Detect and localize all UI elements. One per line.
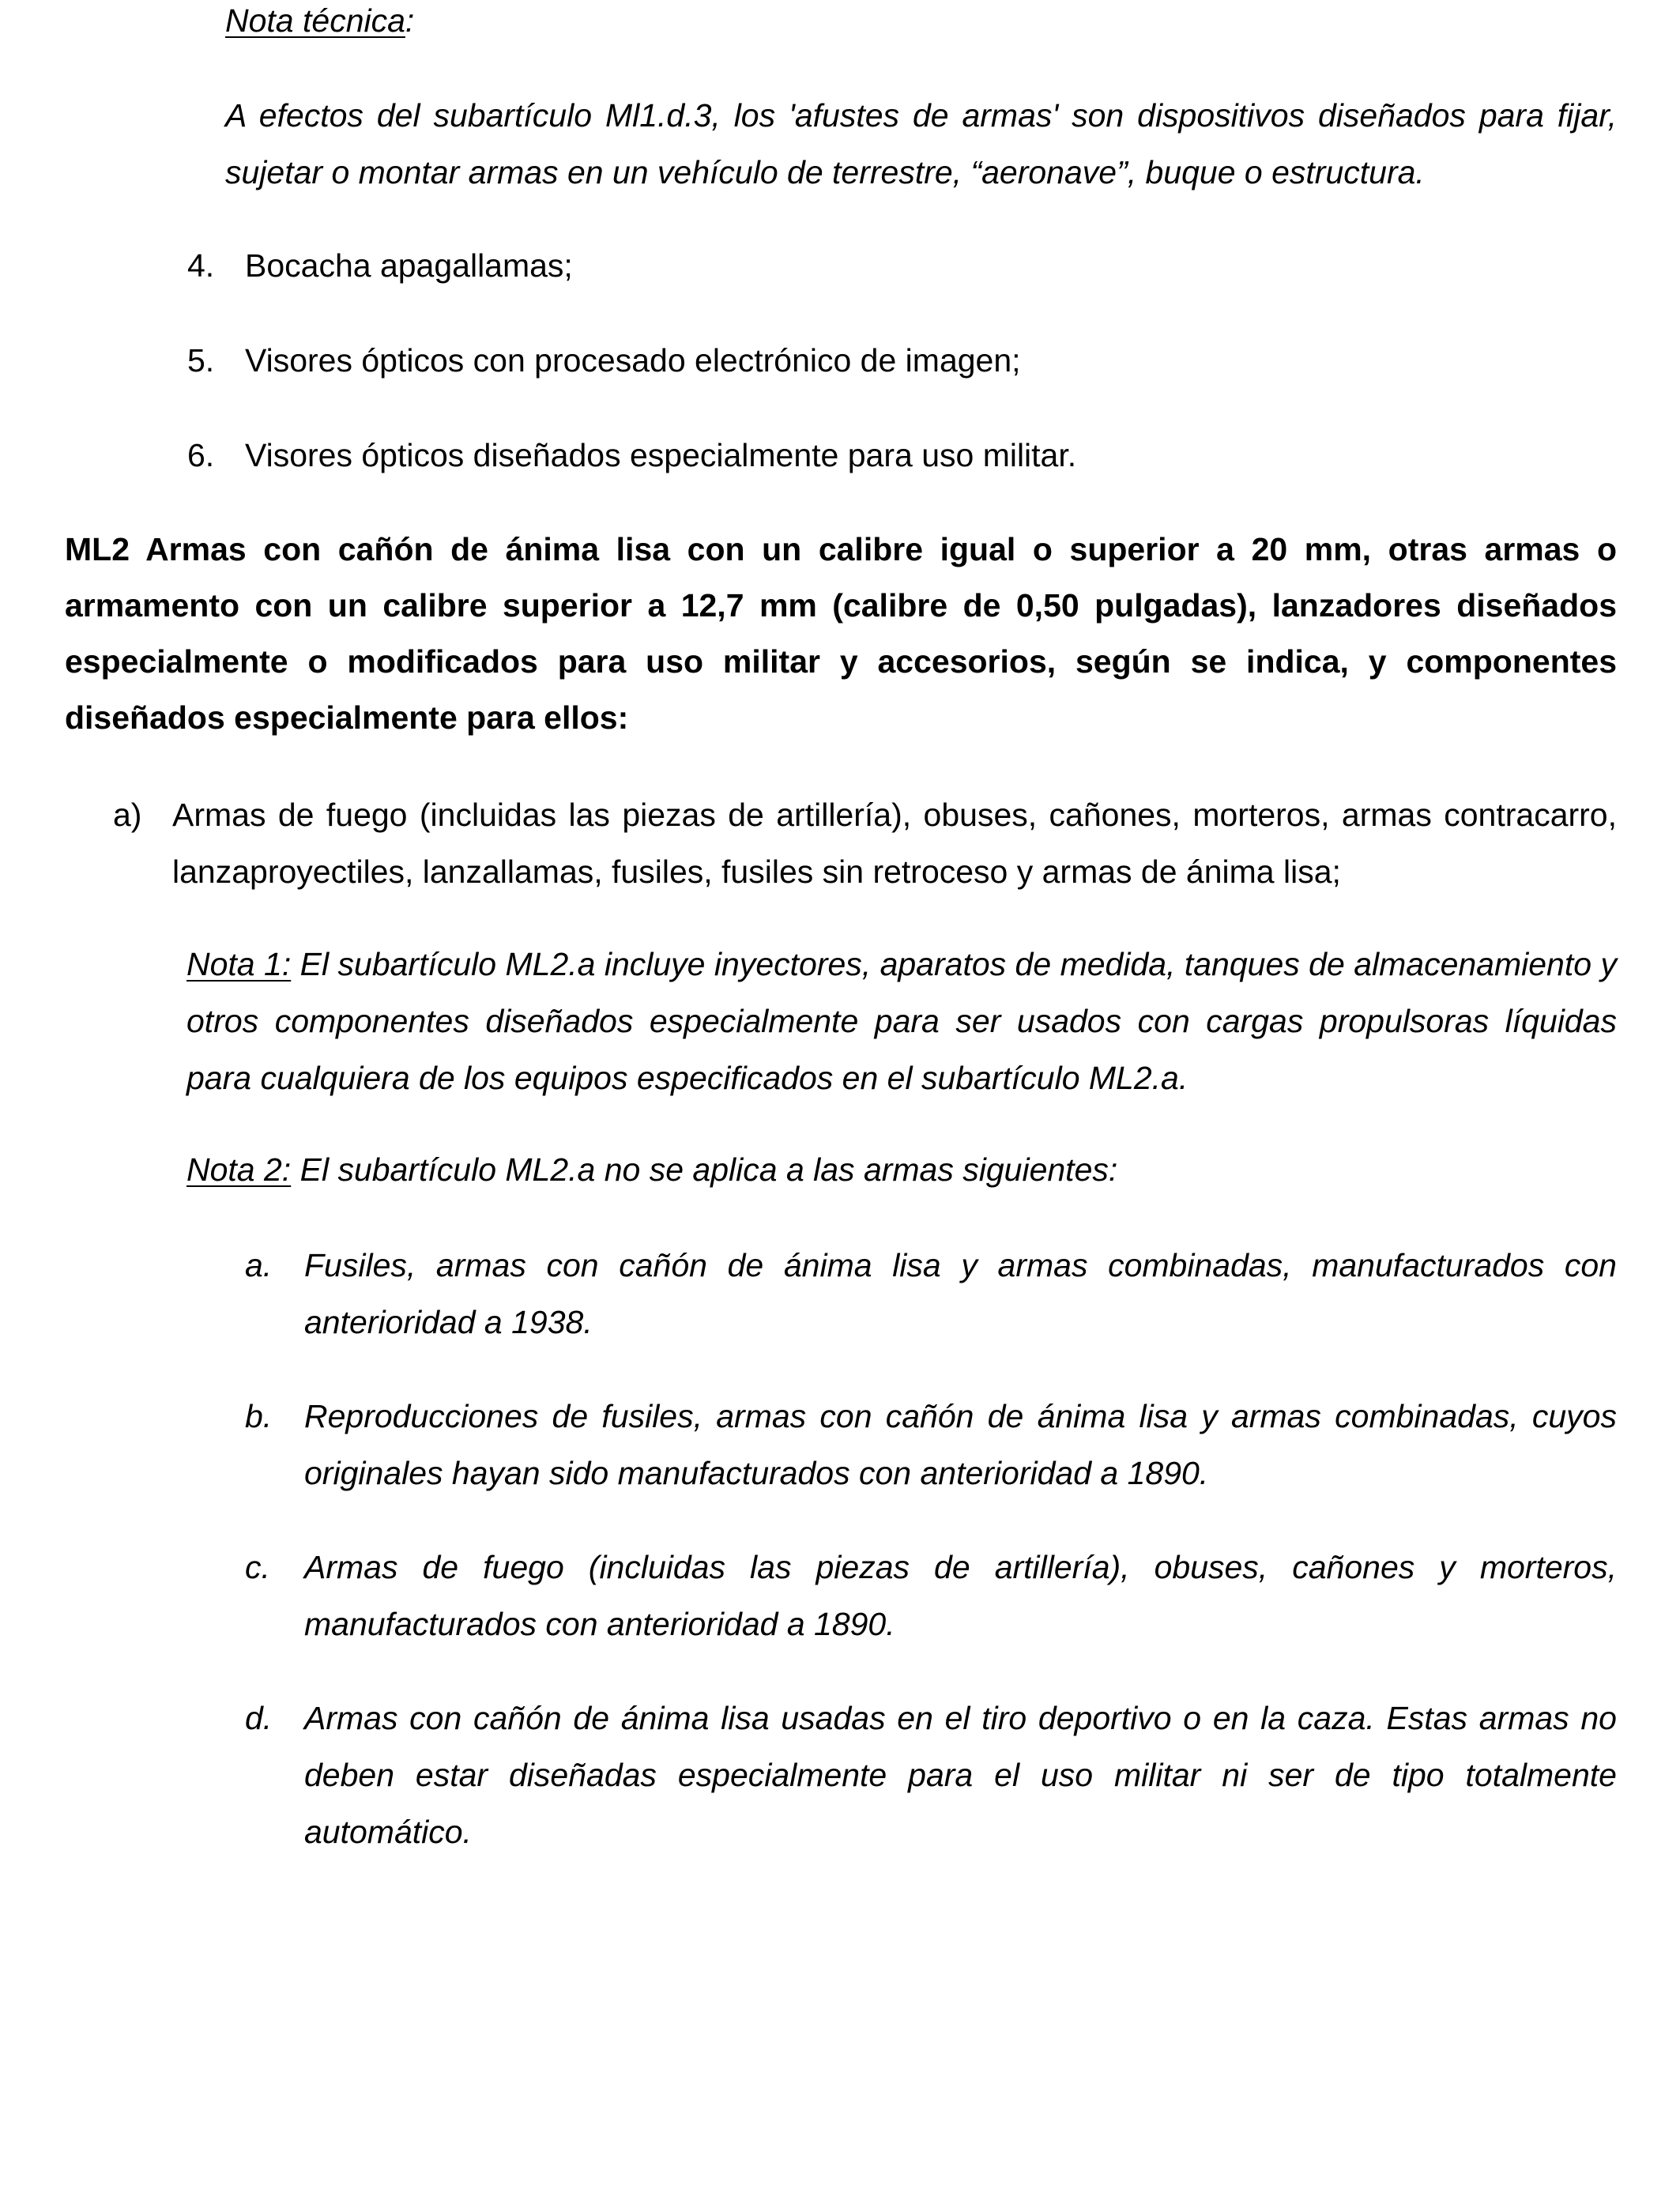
list-item-number: 5. (187, 342, 215, 379)
list-item-number: 6. (187, 437, 215, 473)
nota2-text: El subartículo ML2.a no se aplica a las armas siguientes: (299, 1151, 1118, 1188)
ml2-heading: ML2 Armas con cañón de ánima lisa con un calibre igual o superior a 20 mm, otras armas o armamento con un calibre superior a 12,7 mm (calibre de 0,50 pulgadas), lanzadores diseñados especialmente o modificados para uso militar y accesorios, según se indica, y componentes diseñados especialmente para ellos: (65, 531, 1617, 736)
list-item-number: 4. (187, 247, 215, 284)
nota1-label: Nota 1: (186, 946, 292, 982)
nota-tecnica-colon: : (405, 2, 415, 39)
nota1-text: El subartículo ML2.a incluye inyectores, aparatos de medida, tanques de almacenamiento y otros componentes diseñados especialmente para ser usados con cargas propulsoras líquidas para cualquiera de los equipos especificados en el subartículo ML2.a. (186, 946, 1617, 1096)
nota2-item-letter: a. (245, 1247, 273, 1283)
nota2-item-text: Reproducciones de fusiles, armas con cañón de ánima lisa y armas combinadas, cuyos originales hayan sido manufacturados con anterioridad a 1890. (304, 1398, 1617, 1491)
nota2-label: Nota 2: (186, 1151, 292, 1188)
nota-tecnica-text: A efectos del subartículo Ml1.d.3, los 'afustes de armas' son dispositivos diseñados para fijar, sujetar o montar armas en un vehículo de terrestre, “aeronave”, buque o estructura. (225, 97, 1617, 190)
nota1 (186, 936, 1617, 1106)
nota2-item-letter: c. (245, 1549, 270, 1585)
nota2-item-text: Armas con cañón de ánima lisa usadas en el tiro deportivo o en la caza. Estas armas no deben estar diseñadas especialmente para el uso militar ni ser de tipo totalmente automático. (304, 1700, 1617, 1850)
nota2-item-letter: d. (245, 1700, 273, 1736)
nota2-item-text: Armas de fuego (incluidas las piezas de artillería), obuses, cañones y morteros, manufacturados con anterioridad a 1890. (304, 1549, 1617, 1642)
nota2 (186, 1141, 1617, 1198)
list-item-text: Visores ópticos diseñados especialmente para uso militar. (245, 437, 1077, 473)
list-item-text: Visores ópticos con procesado electrónico de imagen; (245, 342, 1021, 379)
list-item-text: Bocacha apagallamas; (245, 247, 573, 284)
nota2-item-text: Fusiles, armas con cañón de ánima lisa y armas combinadas, manufacturados con anterioridad a 1938. (304, 1247, 1617, 1340)
nota-tecnica-heading (225, 0, 1624, 49)
ml2-item-a-text: Armas de fuego (incluidas las piezas de artillería), obuses, cañones, morteros, armas contracarro, lanzaproyectiles, lanzallamas, fusiles, fusiles sin retroceso y armas de ánima lisa; (172, 797, 1617, 890)
ml2-item-a-letter: a) (113, 797, 142, 833)
nota2-item-letter: b. (245, 1398, 273, 1434)
nota-tecnica-label: Nota técnica (225, 2, 405, 39)
